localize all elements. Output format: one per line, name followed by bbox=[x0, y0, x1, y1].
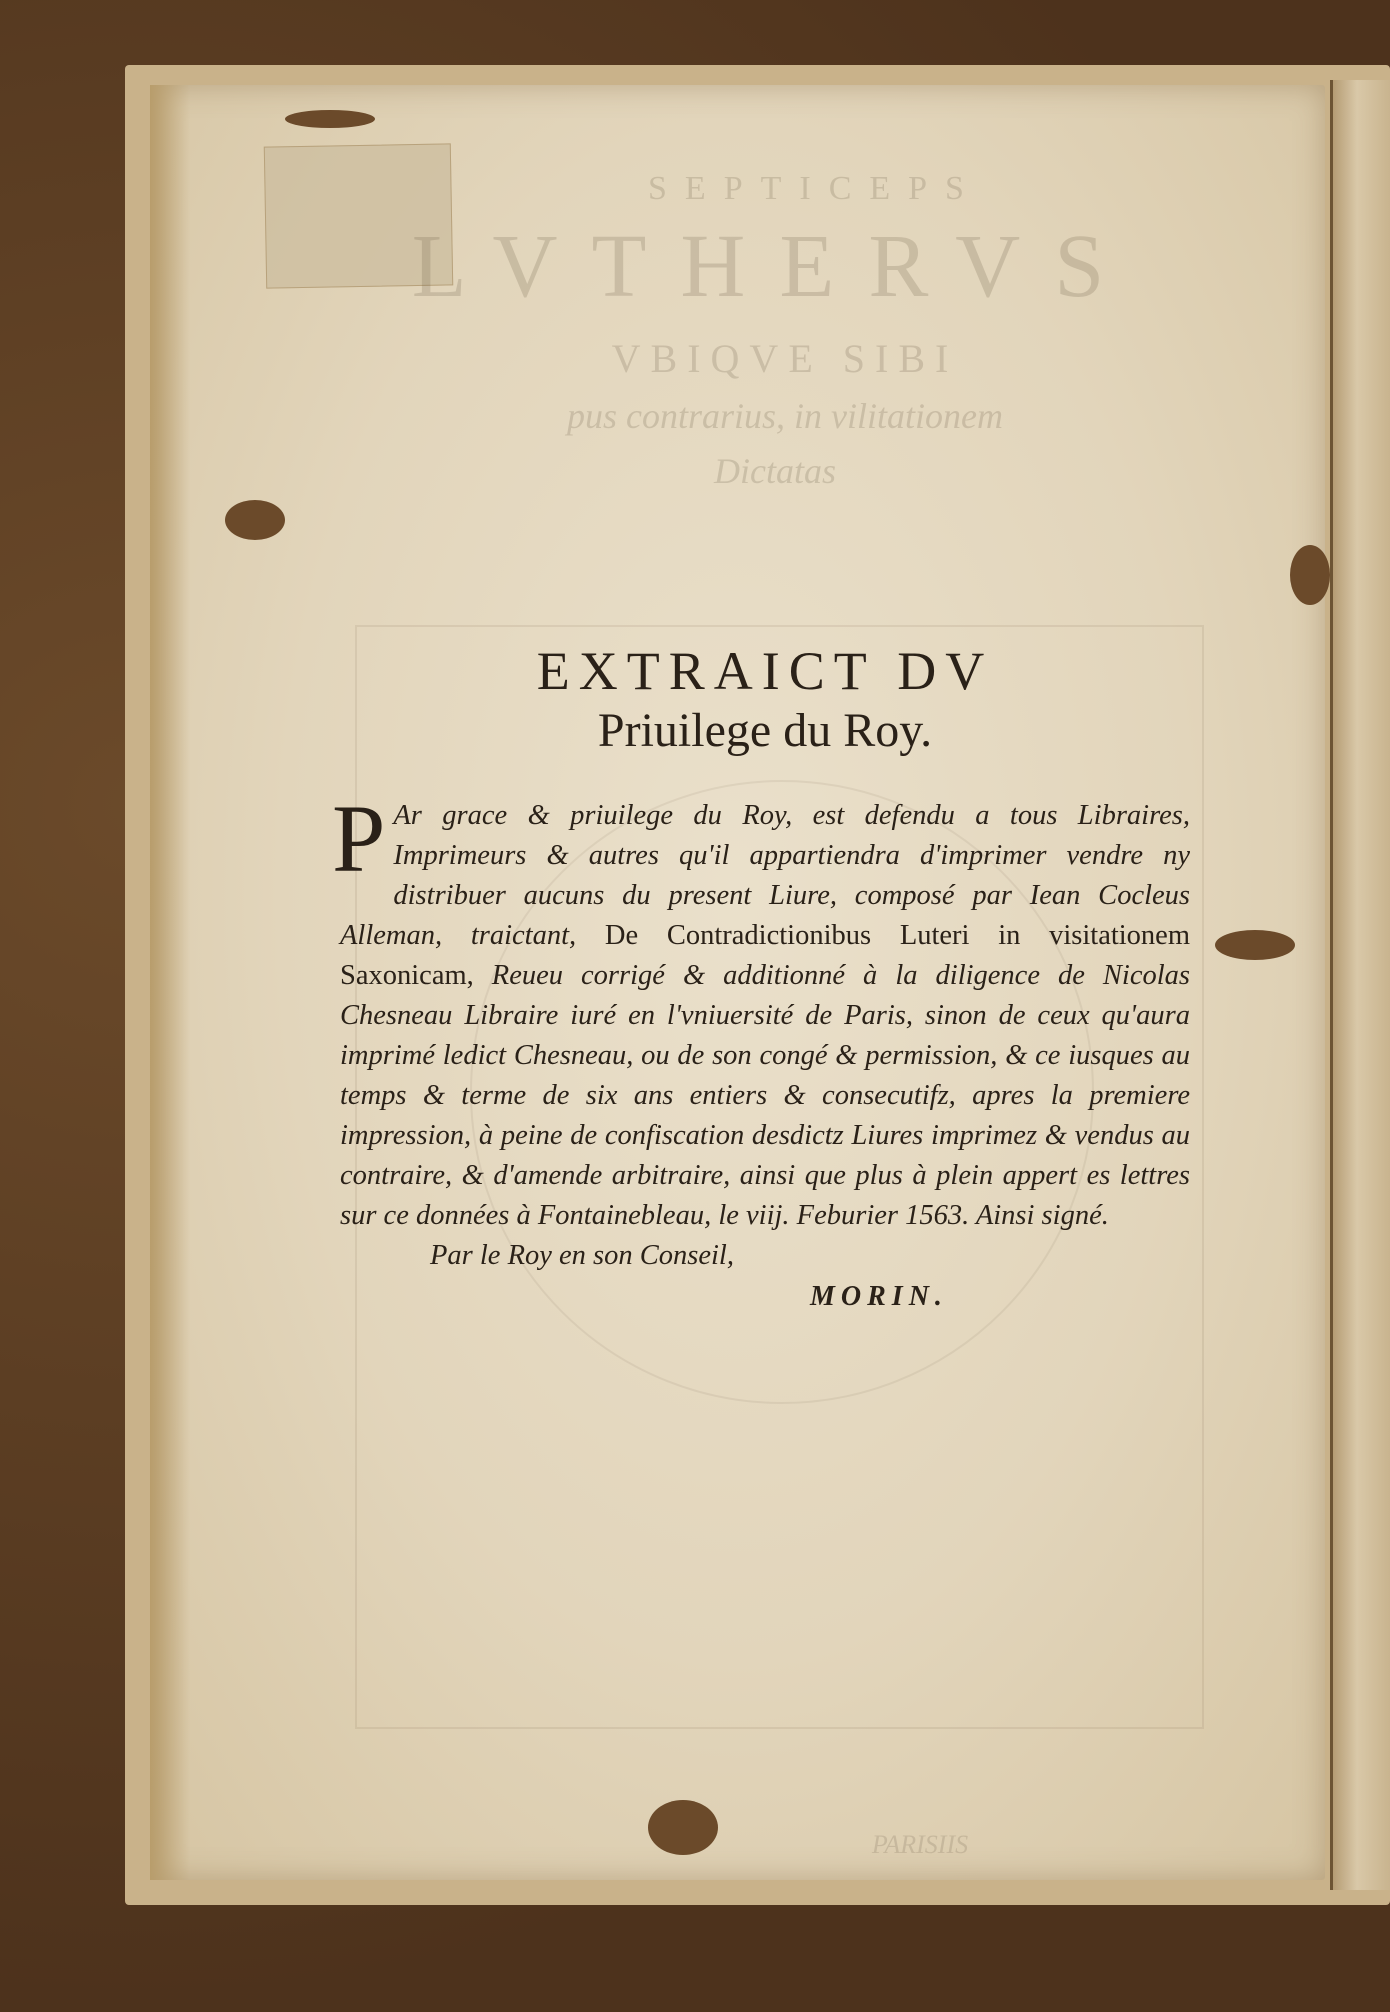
privilege-body bbox=[332, 785, 1191, 1236]
paper-damage-hole bbox=[648, 1800, 718, 1855]
document-subtitle: Priuilege du Roy. bbox=[597, 704, 933, 757]
body-text-italic-1: Ar grace & priuilege du Roy, est defendu a tous Libraires, Imprimeurs & autres qu'il appartiendra d'imprimer vendre ny distribuer aucuns du present Liure, composé par Iean Cocleus Alleman, traictant, bbox=[340, 800, 1190, 951]
signature: MORIN. bbox=[810, 1281, 948, 1312]
bleed-through-text: pus contrarius, in vilitationem bbox=[567, 396, 1003, 436]
bleed-through-text: SEPTICEPS bbox=[648, 170, 982, 207]
document-title: EXTRAICT DV bbox=[536, 641, 994, 701]
bleed-through-text: PARISIIS bbox=[871, 1830, 969, 1859]
drop-cap: P bbox=[332, 785, 386, 892]
paper-damage-hole bbox=[225, 500, 285, 540]
body-text-roman: De Contradictionibus Luteri in visitationem Saxonicam, bbox=[340, 920, 1191, 991]
body-text-italic-2: Reueu corrigé & additionné à la diligence de Nicolas Chesneau Libraire iuré en l'vniuersité de Paris, sinon de ceux qu'aura imprimé ledict Chesneau, ou de son congé & permission, & ce iusques au temps & terme de six ans entiers & consecutifz, apres la premiere impression, à peine de confiscation desdictz Liures imprimez & vendus au contraire, & d'amende arbitraire, ainsi que plus à plein appert es lettres sur ce données à Fontainebleau, le viij. Feburier 1563. Ainsi signé. bbox=[340, 960, 1191, 1231]
bleed-through-text: Dictatas bbox=[714, 451, 836, 491]
bleed-through-text: LVTHERVS bbox=[411, 217, 1139, 316]
privilege-extract bbox=[332, 640, 1191, 1318]
bleed-through-text: VBIQVE SIBI bbox=[611, 336, 959, 381]
signoff-line: Par le Roy en son Conseil, bbox=[430, 1240, 734, 1271]
paper-damage-hole bbox=[1215, 930, 1295, 960]
paper-damage-hole bbox=[285, 110, 375, 128]
paper-damage-hole bbox=[1290, 545, 1330, 605]
